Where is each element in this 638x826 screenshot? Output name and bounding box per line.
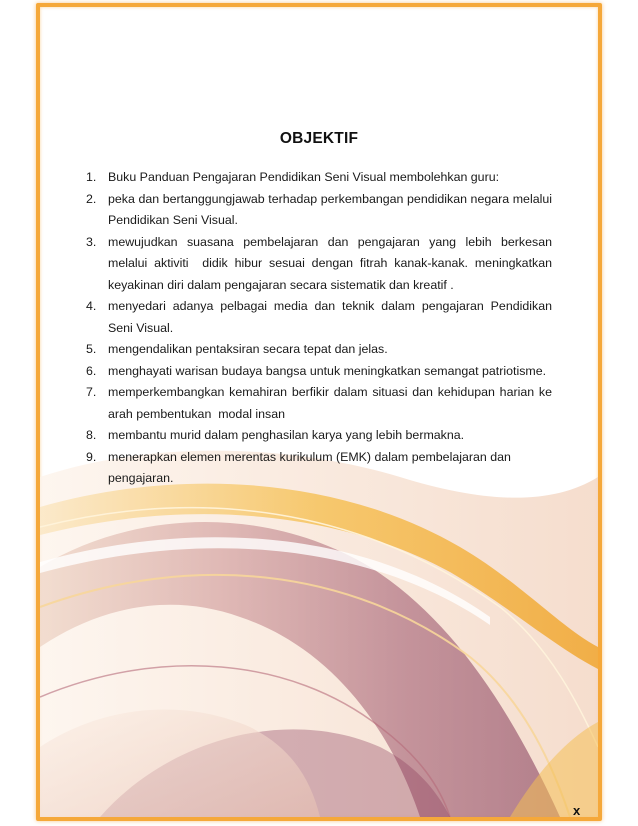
page-number: x (573, 803, 581, 818)
list-item-text: memperkembangkan kemahiran berfikir dalam situasi dan kehidupan harian ke arah pembentukan modal insan (108, 385, 556, 421)
list-item-text: mewujudkan suasana pembelajaran dan pengajaran yang lebih berkesan melalui aktiviti didik hibur sesuai dengan fitrah kanak-kanak. meningkatkan keyakinan diri dalam pengajaran secara sistematik dan kreatif . (108, 234, 556, 292)
page-title: OBJEKTIF (279, 130, 359, 147)
list-item-number: 5. (86, 342, 97, 356)
list-item-text: Buku Panduan Pengajaran Pendidikan Seni Visual membolehkan guru: (108, 170, 500, 184)
list-item-number: 9. (86, 449, 97, 464)
list-item-text: mengendalikan pentaksiran secara tepat dan jelas. (108, 342, 388, 356)
list-item-text: membantu murid dalam penghasilan karya yang lebih bermakna. (108, 428, 465, 442)
list-item (0, 189, 638, 232)
objective-list (0, 167, 638, 490)
list-item (0, 232, 638, 297)
list-item-number: 4. (86, 299, 97, 313)
list-item (0, 339, 638, 361)
list-item-number: 6. (86, 363, 97, 378)
list-item-number: 7. (86, 385, 97, 399)
list-item-number: 1. (86, 170, 97, 184)
list-item-text: peka dan bertanggungjawab terhadap perkembangan pendidikan negara melalui Pendidikan Seni Visual. (108, 191, 552, 227)
list-item-number: 8. (86, 428, 97, 442)
list-item (0, 447, 638, 490)
list-item-number: 3. (86, 234, 97, 249)
list-item-text: menyedari adanya pelbagai media dan teknik dalam pengajaran Pendidikan Seni Visual. (108, 299, 552, 335)
list-item (0, 382, 638, 425)
list-item (0, 167, 638, 189)
list-item-number: 2. (86, 191, 97, 206)
list-item-text: menghayati warisan budaya bangsa untuk meningkatkan semangat patriotisme. (108, 363, 547, 378)
list-item-text: menerapkan elemen merentas kurikulum (EMK) dalam pembelajaran dan pengajaran. (108, 449, 518, 485)
list-item (0, 296, 638, 339)
list-item (0, 361, 638, 383)
list-item (0, 425, 638, 447)
